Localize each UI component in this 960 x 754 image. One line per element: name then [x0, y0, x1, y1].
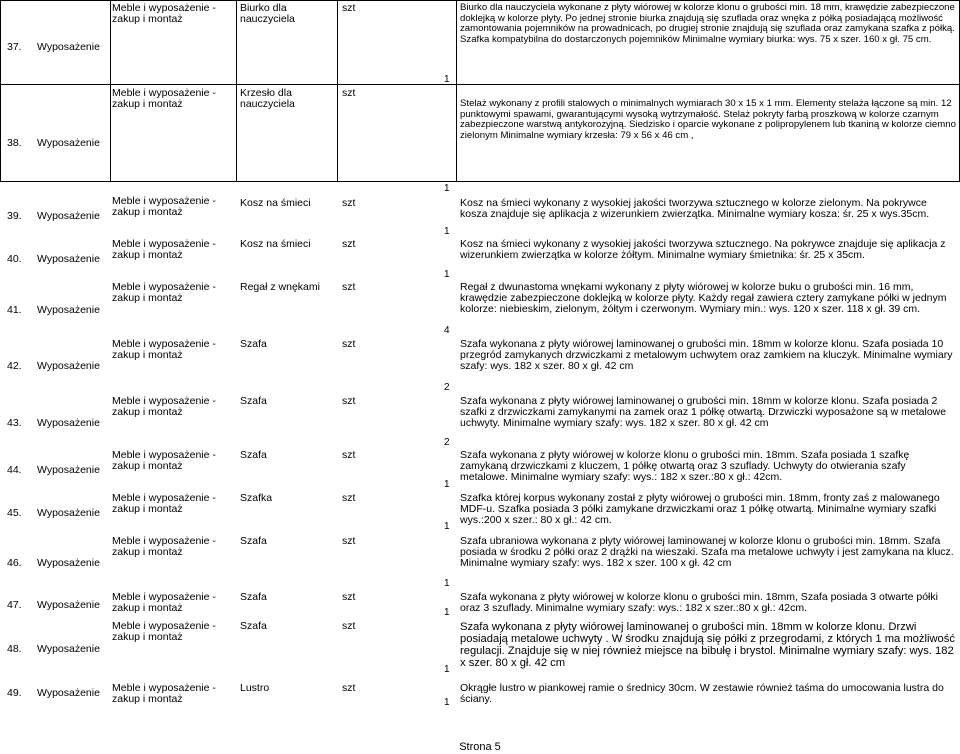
row-quantity: 1 [444, 269, 450, 280]
row-unit: szt [342, 281, 356, 293]
row-description: Szafka której korpus wykonany został z płyty wiórowej o grubości min. 18mm, fronty zaś z malowanego MDF-u. Szafka posiada 3 półki zamykane drzwiczkami oraz 1 półkę otwartą. Minimalne wymiary szafki wys.:200 x szer.: 80 x gł.: 42 cm. [460, 492, 940, 526]
row-unit: szt [342, 395, 356, 407]
row-description: Szafa wykonana z płyty wiórowej laminowanej o grubości min. 18mm w kolorze klonu. Szafa posiada 10 przegród zamykanych drzwiczkami z metalowym uchwytem oraz zamkiem na kluczyk. Minimalne wymiary szafy: wys. 182 x szer. 80 x gł. 42 cm [460, 338, 953, 372]
row-description: Regał z dwunastoma wnękami wykonany z płyty wiórowej w kolorze buku o grubości min. 16 mm, krawędzie zabezpieczone doklejką w kolorze płyty. Każdy regał zawiera cztery zamykane półki w jednym kolorze: niebieskim, zielonym, żółtym i czerwonym. Wymiary min.: wys. 120 x szer. 118 x gł. 39 cm. [460, 281, 947, 315]
row-number: 39. [7, 210, 22, 222]
row-item-name: Kosz na śmieci [240, 238, 311, 250]
row-unit: szt [342, 449, 356, 461]
row-quantity: 1 [444, 697, 450, 708]
row-category: Wyposażenie [37, 360, 100, 372]
row-unit: szt [342, 197, 356, 209]
row-quantity: 1 [444, 183, 450, 194]
row-unit: szt [342, 2, 356, 14]
row-unit: szt [342, 535, 356, 547]
row-item-name: Szafa [240, 395, 267, 407]
row-unit: szt [342, 238, 356, 250]
row-description: Szafa wykonana z płyty wiórowej w kolorze klonu o grubości min. 18mm. Szafa posiada 1 szafkę zamykaną drzwiczkami z kluczem, 1 półkę otwartą oraz 3 szuflady. Uchwyty do otwierania szafy metalowe. Minimalne wymiary szafy: wys.: 182 x szer.:80 x gł.: 42cm. [460, 449, 910, 483]
row-category: Wyposażenie [37, 557, 100, 569]
row-category: Wyposażenie [37, 464, 100, 476]
row-subcategory: Meble i wyposażenie - zakup i montaż [112, 591, 216, 614]
row-quantity: 1 [444, 226, 450, 237]
row-unit: szt [342, 87, 356, 99]
row-number: 48. [7, 643, 22, 655]
row-subcategory: Meble i wyposażenie - zakup i montaż [112, 281, 216, 304]
row-description: Kosz na śmieci wykonany z wysokiej jakości tworzywa sztucznego w kolorze zielonym. Na pokrywce kosza znajduje się aplikacja z wizerunkiem zwierzątka. Minimalne wymiary kosza: śr. 25 x wys.35cm. [460, 197, 930, 220]
row-number: 37. [7, 41, 22, 53]
page-number: Strona 5 [459, 741, 501, 753]
row-quantity: 1 [444, 664, 450, 675]
row-item-name: Szafa [240, 620, 267, 632]
row-category: Wyposażenie [37, 687, 100, 699]
row-unit: szt [342, 492, 356, 504]
row-number: 49. [7, 687, 22, 699]
row-description: Stelaż wykonany z profili stalowych o minimalnych wymiarach 30 x 15 x 1 mm. Elementy stelaża łączone są min. 12 punktowymi spawami, gwarantującymi wysoką wytrzymałość. Stelaż pokryty farbą proszkową w kolorze czarnym zabezpieczone warstwą antykorozyjną. Siedzisko i oparcie wykonane z polipropylenem lub tkaniną w kolorze ciemno zielonym Minimalne wymiary krzesła: 79 x 56 x 46 cm , [460, 98, 956, 141]
row-subcategory: Meble i wyposażenie - zakup i montaż [112, 492, 216, 515]
row-category: Wyposażenie [37, 417, 100, 429]
row-item-name: Biurko dla nauczyciela [240, 2, 295, 25]
row-item-name: Szafa [240, 591, 267, 603]
row-item-name: Szafa [240, 535, 267, 547]
row-description: Szafa ubraniowa wykonana z płyty wiórowej laminowanej w kolorze klonu o grubości min. 18mm. Szafa posiada w środku 2 półki oraz 2 drążki na wieszaki. Szafa ma metalowe uchwyty i jest zamykana na klucz. Minimalne wymiary szafy: wys. 182 x szer. 100 x gł. 42 cm [460, 535, 954, 569]
row-quantity: 2 [444, 437, 450, 448]
row-unit: szt [342, 591, 356, 603]
row-category: Wyposażenie [37, 643, 100, 655]
row-number: 42. [7, 360, 22, 372]
row-subcategory: Meble i wyposażenie - zakup i montaż [112, 238, 216, 261]
row-description: Biurko dla nauczyciela wykonane z płyty wiórowej w kolorze klonu o grubości min. 18 mm, krawędzie zabezpieczone doklejką w kolorze płyty. Po jednej stronie biurka znajdują się szuflada oraz wnęka z półką posiadającą możliwość zamontowania pojemników na prowadnicach, po drugiej stronie znajdują się szuflada oraz zamykana szafka z półką. Szafka kompatybilna do dostarczonych pojemników Minimalne wymiary biurka: wys. 75 x szer. 160 x gł. 75 cm. [460, 2, 955, 45]
row-category: Wyposażenie [37, 137, 100, 149]
row-item-name: Szafa [240, 449, 267, 461]
row-unit: szt [342, 620, 356, 632]
row-quantity: 1 [444, 479, 450, 490]
row-quantity: 1 [444, 578, 450, 589]
row-quantity: 1 [444, 521, 450, 532]
row-number: 45. [7, 507, 22, 519]
row-item-name: Szafa [240, 338, 267, 350]
row-quantity: 2 [444, 382, 450, 393]
row-subcategory: Meble i wyposażenie - zakup i montaż [112, 449, 216, 472]
row-subcategory: Meble i wyposażenie - zakup i montaż [112, 195, 216, 218]
row-quantity: 1 [444, 74, 450, 85]
row-quantity: 4 [444, 325, 450, 336]
row-number: 38. [7, 137, 22, 149]
row-subcategory: Meble i wyposażenie - zakup i montaż [112, 338, 216, 361]
row-item-name: Regał z wnękami [240, 281, 320, 293]
row-description: Szafa wykonana z płyty wiórowej laminowanej o grubości min. 18mm w kolorze klonu. Drzwi posiadają metalowe uchwyty . W środku znajdują się półki z przegrodami, z których 1 ma możliwość regulacji. Znajduje się w niej również miejsce na bibułę i brystol. Minimalne wymiary szafy: wys. 182 x szer. 80 x gł. 42 cm [460, 621, 955, 669]
row-subcategory: Meble i wyposażenie - zakup i montaż [112, 620, 216, 643]
row-category: Wyposażenie [37, 41, 100, 53]
row-category: Wyposażenie [37, 253, 100, 265]
row-item-name: Kosz na śmieci [240, 197, 311, 209]
row-number: 44. [7, 464, 22, 476]
row-item-name: Krzesło dla nauczyciela [240, 87, 295, 110]
row-unit: szt [342, 682, 356, 694]
row-category: Wyposażenie [37, 210, 100, 222]
row-unit: szt [342, 338, 356, 350]
row-subcategory: Meble i wyposażenie - zakup i montaż [112, 87, 216, 110]
row-number: 43. [7, 417, 22, 429]
row-subcategory: Meble i wyposażenie - zakup i montaż [112, 395, 216, 418]
row-description: Kosz na śmieci wykonany z wysokiej jakości tworzywa sztucznego. Na pokrywce znajduje się aplikacja z wizerunkiem zwierzątka w kolorze żółtym. Minimalne wymiary śmietnika: śr. 25 x 35cm. [460, 238, 946, 261]
row-quantity: 1 [444, 607, 450, 618]
row-category: Wyposażenie [37, 507, 100, 519]
row-description: Szafa wykonana z płyty wiórowej laminowanej o grubości min. 18mm w kolorze klonu. Szafa posiada 2 szafki z drzwiczkami zamykanymi na zamek oraz 1 półkę otwartą. Drzwiczki wyposażone są w metalowe uchwyty. Minimalne wymiary szafy: wys. 182 x szer. 80 x gł. 42 cm [460, 395, 947, 429]
row-number: 41. [7, 304, 22, 316]
row-subcategory: Meble i wyposażenie - zakup i montaż [112, 2, 216, 25]
row-description: Okrągłe lustro w piankowej ramie o średnicy 30cm. W zestawie również taśma do umocowania lustra do ściany. [460, 682, 944, 705]
row-number: 46. [7, 557, 22, 569]
row-subcategory: Meble i wyposażenie - zakup i montaż [112, 535, 216, 558]
row-item-name: Lustro [240, 682, 270, 694]
row-category: Wyposażenie [37, 304, 100, 316]
row-number: 40. [7, 253, 22, 265]
row-description: Szafa wykonana z płyty wiórowej w kolorze klonu o grubości min. 18mm, Szafa posiada 3 otwarte półki oraz 3 szuflady. Minimalne wymiary szafy: wys.: 182 x szer.:80 x gł.: 42cm. [460, 591, 938, 614]
row-subcategory: Meble i wyposażenie - zakup i montaż [112, 682, 216, 705]
row-number: 47. [7, 599, 22, 611]
row-category: Wyposażenie [37, 599, 100, 611]
row-item-name: Szafka [240, 492, 273, 504]
